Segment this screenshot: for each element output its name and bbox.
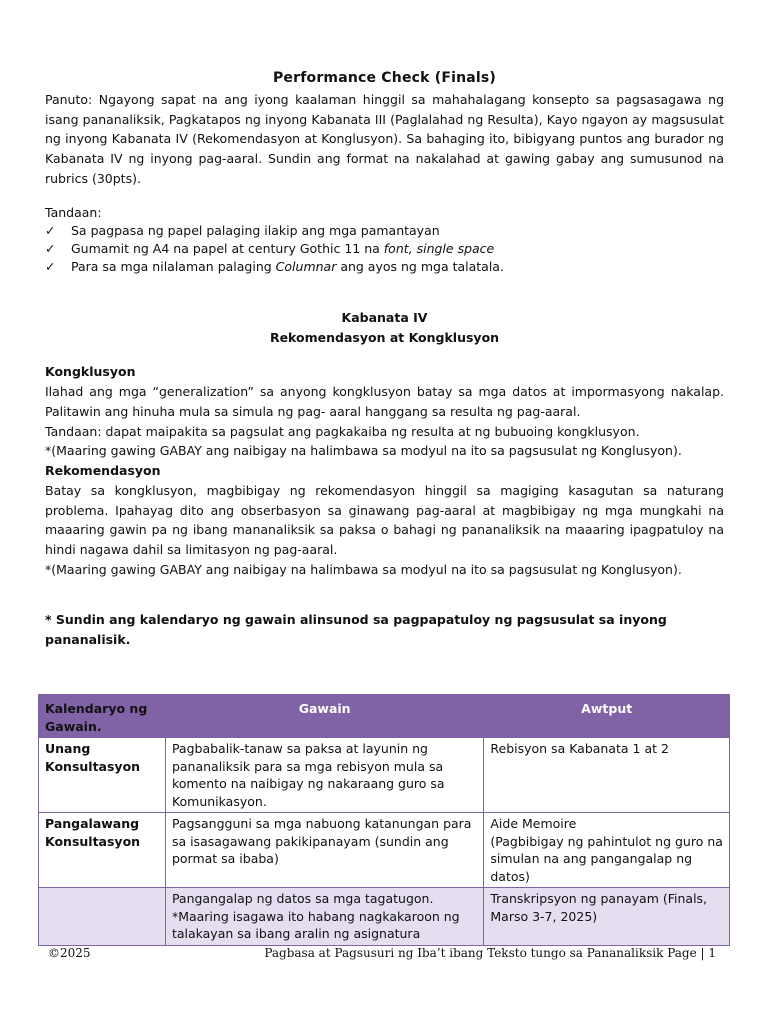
reminder-text: Gumamit ng A4 na papel at century Gothic 11 na	[71, 241, 384, 257]
calendar-instruction: * Sundin ang kalendaryo ng gawain alinsunod sa pagpapatuloy ng pagsusulat sa inyong pananalisik.	[45, 611, 667, 647]
output-cell: Rebisyon sa Kabanata 1 at 2	[484, 738, 730, 813]
reminders-list	[45, 222, 724, 276]
list-item	[45, 258, 724, 276]
activity-text: Pangangalap ng datos sa mga tagatugon.	[171, 891, 434, 906]
document-body	[45, 70, 724, 650]
activity-calendar-table	[38, 694, 730, 946]
list-item	[45, 240, 724, 258]
page-title: Performance Check (Finals)	[272, 70, 497, 86]
reminder-emphasis: Columnar	[275, 259, 337, 275]
output-detail: (Pagbibigay ng pahintulot ng guro na simulan na ang pangangalap ng datos)	[490, 833, 723, 884]
chapter-title: Rekomendasyon at Kongklusyon	[269, 330, 500, 346]
schedule-cell: Unang Konsultasyon	[39, 738, 166, 813]
output-title: Aide Memoire	[490, 816, 577, 831]
column-header: Gawain	[165, 695, 483, 738]
footer-copyright: ©2025	[48, 946, 91, 960]
instructions-paragraph: Panuto: Ngayong sapat na ang iyong kaalaman hinggil sa mahahalagang konsepto sa pagsasagawa ng isang pananaliksik, Pagkatapos ng inyong Kabanata III (Paglalahad ng Resulta), Kayo ngayon ay magsusulat ng inyong Kabanata IV (Rekomendasyon at Konglusyon). Sa bahaging ito, bibigyang puntos ang burador ng Kabanata IV ng inyong pag-aaral. Sundin ang format na nakalahad at gawing gabay ang sumusunod na rubrics (30pts).	[45, 92, 724, 186]
schedule-cell	[39, 888, 166, 946]
column-header: Awtput	[484, 695, 730, 738]
output-cell	[484, 813, 730, 888]
check-icon: ✓	[45, 223, 56, 239]
rekomendasyon-body: Batay sa kongklusyon, magbibigay ng rekomendasyon hinggil sa magiging kasagutan sa naturang problema. Ipahayag dito ang obserbasyon sa ginawang pag-aaral at magbibigay ng mga mungkahi na maaaring gawin pa ng ibang mananaliksik sa paksa o bahagi ng pananaliksik na maaaring ipagpatuloy na hindi nagawa dahil sa limitasyon ng pag-aaral.	[45, 483, 724, 558]
reminder-text: Para sa mga nilalaman palaging	[71, 259, 276, 275]
reminder-emphasis: font, single space	[383, 241, 495, 257]
list-item	[45, 222, 724, 240]
reminder-text: ang ayos ng mga talatala.	[336, 259, 504, 275]
check-icon: ✓	[45, 241, 56, 257]
activity-cell: Pagbabalik-tanaw sa paksa at layunin ng pananaliksik para sa mga rebisyon mula sa komento na naibigay ng nakaraang guro sa Komunikasyon.	[165, 738, 483, 813]
footer-course: Pagbasa at Pagsusuri ng Iba’t ibang Teksto tungo sa Pananaliksik Page | 1	[264, 946, 716, 960]
output-cell: Transkripsyon ng panayam (Finals, Marso 3-7, 2025)	[484, 888, 730, 946]
check-icon: ✓	[45, 259, 56, 275]
rekomendasyon-note: *(Maaring gawing GABAY ang naibigay na halimbawa sa modyul na ito sa pagsusulat ng Konglusyon).	[45, 561, 682, 577]
table-row	[39, 888, 730, 946]
kongklusyon-heading: Kongklusyon	[45, 364, 136, 380]
tandaan-heading: Tandaan:	[45, 204, 102, 220]
table-header-row	[39, 695, 730, 738]
activity-note: *Maaring isagawa ito habang nagkakaroon ng talakayan sa ibang aralin ng asignatura	[171, 908, 460, 941]
activity-cell: Pagsangguni sa mga nabuong katanungan para sa isasagawang pakikipanayam (sundin ang pormat sa ibaba)	[165, 813, 483, 888]
column-header: Kalendaryo ng Gawain.	[39, 695, 166, 738]
rekomendasyon-heading: Rekomendasyon	[45, 463, 161, 479]
kongklusyon-note: *(Maaring gawing GABAY ang naibigay na halimbawa sa modyul na ito sa pagsusulat ng Konglusyon).	[45, 443, 682, 459]
chapter-number: Kabanata IV	[341, 310, 428, 326]
reminder-text: Sa pagpasa ng papel palaging ilakip ang mga pamantayan	[71, 223, 440, 239]
table-row	[39, 813, 730, 888]
kongklusyon-tandaan: Tandaan: dapat maipakita sa pagsulat ang pagkakaiba ng resulta at ng bubuoing kongklusyon.	[45, 423, 640, 439]
table-row	[39, 738, 730, 813]
schedule-cell: Pangalawang Konsultasyon	[39, 813, 166, 888]
kongklusyon-body: Ilahad ang mga “generalization” sa anyong kongklusyon batay sa mga datos at impormasyong nakalap. Palitawin ang hinuha mula sa simula ng pag- aaral hanggang sa resulta ng pag-aaral.	[45, 384, 724, 419]
activity-cell	[165, 888, 483, 946]
